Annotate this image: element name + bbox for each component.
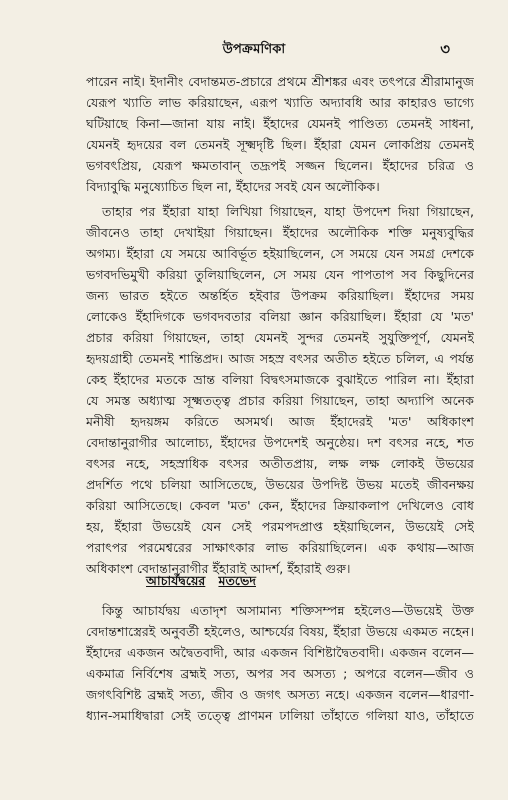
- text-line: ভগবদভিমুখী করিয়া তুলিয়াছিলেন, সে সময় যেন পাপতাপ সব কিছুদিনের: [86, 267, 474, 282]
- text-line: প্রচার করিয়া গিয়াছেন, তাহা যেমনই সুন্দর তেমনই সুযুক্তিপূর্ণ, যেমনই: [86, 330, 474, 345]
- text-line: বেদান্তানুরাগীর আলোচ্য, ইঁহাদের উপদেশই অনুষ্ঠেয়। দশ বৎসর নহে, শত: [86, 435, 474, 450]
- text-line: মনীষী হৃদয়ঙ্গম করিতে অসমর্থ। আজ ইঁহাদেরই 'মত' অধিকাংশ: [86, 414, 474, 429]
- text-line: যেমনই হৃদয়ের বল তেমনই সূক্ষ্মদৃষ্টি ছিল। ইঁহারা যেমন লোকপ্রিয় তেমনই: [86, 137, 474, 152]
- text-line: জন্য ভারত হইতে অন্তর্হিত হইবার উপক্রম করিয়াছিল। ইঁহাদের সময়: [86, 288, 474, 303]
- text-line: ইঁহাদের একজন অদ্বৈতবাদী, আর একজন বিশিষ্টাদ্বৈতবাদী। একজন বলেন—: [86, 645, 474, 660]
- text-line: হয়, ইঁহারা উভয়েই যেন সেই পরমপদপ্রাপ্ত হইয়াছিলেন, উভয়েই সেই: [86, 519, 474, 534]
- text-line: বেদান্তশাস্ত্রেরই অনুবর্তী হইলেও, আশ্চর্যের বিষয়, ইঁহারা উভয়ে একমত নহেন।: [86, 624, 474, 639]
- section-heading: [146, 573, 256, 593]
- text-line: লোকেও ইঁহাদিগকে ভগবদবতার বলিয়া জ্ঞান করিয়াছিল। ইঁহারা যে 'মত': [86, 309, 474, 324]
- text-line: অগম্য। ইঁহারা যে সময়ে আবির্ভূত হইয়াছিলেন, সে সময়ে যেন সমগ্র দেশকে: [86, 246, 474, 261]
- page-number: ৩: [440, 40, 450, 58]
- text-line: জগৎবিশিষ্ট ব্রহ্মই সত্য, জীব ও জগৎ অসত্য নহে। একজন বলেন—ধারণা-: [86, 687, 474, 702]
- text-line: ঘটিয়াছে কিনা—জানা যায় নাই। ইঁহাদের যেমনই পাণ্ডিত্য তেমনই সাধনা,: [86, 116, 474, 131]
- text-line: অধিকাংশ বেদান্তানুরাগীর ইঁহারাই আদর্শ, ইঁহারাই গুরু।: [86, 561, 351, 576]
- text-line: পারেন নাই। ইদানীং বেদান্তমত-প্রচারে প্রথমে শ্রীশঙ্কর এবং তৎপরে শ্রীরামানুজ: [86, 74, 474, 89]
- running-header-title: উপক্রমণিকা: [222, 42, 286, 57]
- text-line: কিন্তু আচার্যদ্বয় এতাদৃশ অসামান্য শক্তিসম্পন্ন হইলেও—উভয়েই উক্ত: [102, 603, 474, 618]
- section-heading-left: আচার্যদ্বয়ের: [146, 573, 206, 588]
- text-line: পরাৎপর পরমেশ্বরের সাক্ষাৎকার লাভ করিয়াছিলেন। এক কথায়—আজ: [86, 540, 474, 555]
- section-heading-right: মতভেদ: [218, 573, 256, 588]
- text-line: ধ্যান-সমাধিদ্বারা সেই তত্ত্বে প্রাণমন ঢালিয়া তাঁহাতে গলিয়া যাও, তাঁহাতে: [86, 708, 474, 723]
- text-line: বৎসর নহে, সহস্রাধিক বৎসর অতীতপ্রায়, লক্ষ লক্ষ লোকই উভয়ের: [86, 456, 474, 471]
- text-line: হৃদয়গ্রাহী তেমনই শান্তিপ্রদ। আজ সহস্র বৎসর অতীত হইতে চলিল, এ পর্যন্ত: [86, 351, 474, 366]
- text-line: কেহ ইঁহাদের মতকে ভ্রান্ত বলিয়া বিদ্বৎসমাজকে বুঝাইতে পারিল না। ইঁহারা: [86, 372, 474, 387]
- text-line: জীবনেও তাহা দেখাইয়া গিয়াছেন। ইঁহাদের অলৌকিক শক্তি মনুষ্যবুদ্ধির: [86, 225, 474, 240]
- text-line: যেরূপ খ্যাতি লাভ করিয়াছেন, এরূপ খ্যাতি অদ্যাবধি আর কাহারও ভাগ্যে: [86, 95, 474, 110]
- text-line: একমাত্র নির্বিশেষ ব্রহ্মই সত্য, অপর সব অসত্য ; অপরে বলেন—জীব ও: [86, 666, 474, 681]
- text-line: তাহার পর ইঁহারা যাহা লিখিয়া গিয়াছেন, যাহা উপদেশ দিয়া গিয়াছেন,: [102, 204, 474, 219]
- text-line: যে সমস্ত অধ্যাত্ম সূক্ষ্মতত্ত্ব প্রচার করিয়া গিয়াছেন, তাহা অদ্যাপি অনেক: [86, 393, 474, 408]
- text-line: বিদ্যাবুদ্ধি মনুষ্যোচিত ছিল না, ইঁহাদের সবই যেন অলৌকিক।: [86, 179, 380, 194]
- text-line: প্রদর্শিত পথে চলিয়া আসিতেছে, উভয়ের উপদিষ্ট উভয় মতেই জীবনক্ষয়: [86, 477, 474, 492]
- text-line: ভগবৎপ্রিয়, যেরূপ ক্ষমতাবান্ তদ্রূপই সজ্জন ছিলেন। ইঁহাদের চরিত্র ও: [86, 158, 474, 173]
- text-line: করিয়া আসিতেছে। কেবল 'মত' কেন, ইঁহাদের ক্রিয়াকলাপ দেখিলেও বোধ: [86, 498, 474, 513]
